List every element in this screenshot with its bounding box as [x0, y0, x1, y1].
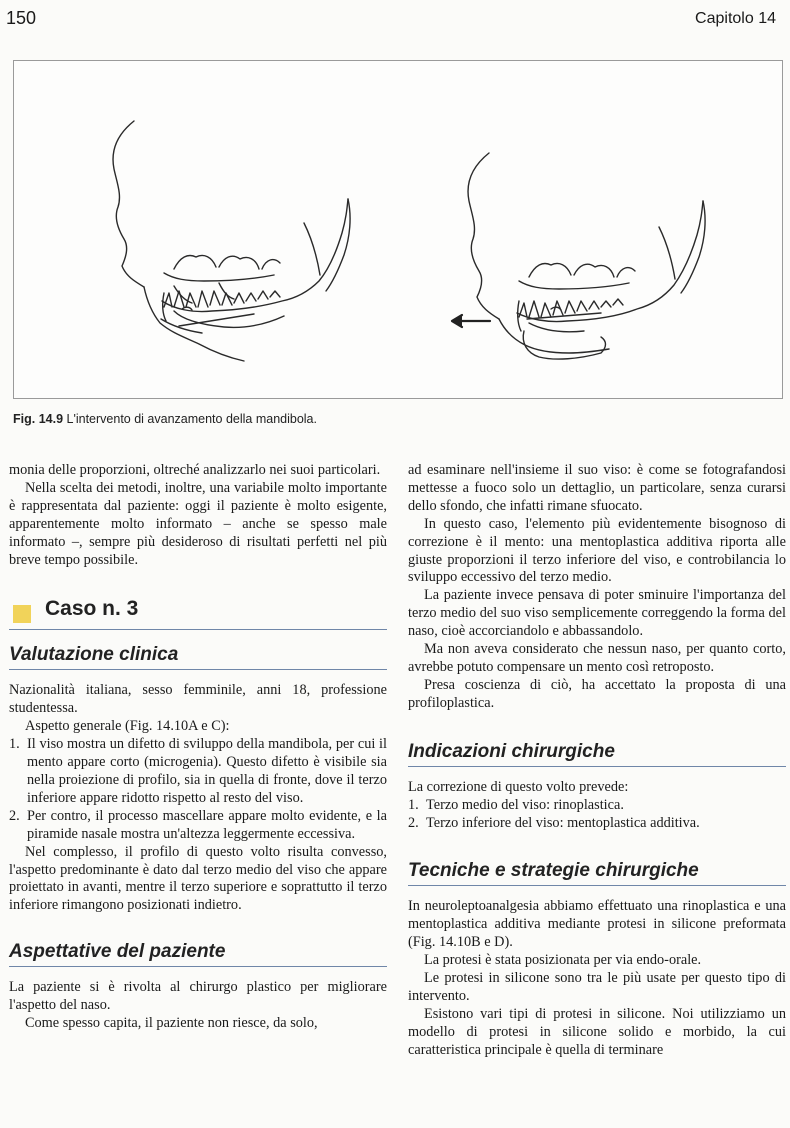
section-heading-indicazioni: Indicazioni chirurgiche — [408, 741, 786, 767]
chapter-title: Capitolo 14 — [695, 10, 776, 27]
figure-caption — [13, 412, 783, 426]
paragraph: La protesi è stata posizionata per via endo-orale. — [424, 952, 702, 969]
figure-14-9 — [13, 60, 783, 399]
list-text: Terzo medio del viso: rinoplastica. — [426, 796, 624, 813]
mandible-drawings — [14, 61, 784, 400]
section-heading-tecniche: Tecniche e strategie chirurgiche — [408, 860, 786, 886]
advancement-arrow — [452, 315, 490, 327]
case-title: Caso n. 3 — [45, 597, 139, 621]
section-heading-valutazione: Valutazione clinica — [9, 644, 387, 670]
paragraph: Esistono vari tipi di protesi in silicone. Noi utilizziamo un modello di protesi in silicone solido e morbido, la cui caratteristica principale è quella di terminare — [408, 1005, 786, 1058]
paragraph: In questo caso, l'elemento più evidentemente bisognoso di correzione è il mento: una mentoplastica additiva riporta alle giuste proporzioni il terzo inferiore del viso, e controbilancia lo sviluppo eccessivo del terzo medio. — [408, 515, 786, 586]
list-item — [9, 808, 387, 844]
paragraph: Come spesso capita, il paziente non riesce, da solo, — [25, 1015, 318, 1032]
list-text: Il viso mostra un difetto di sviluppo della mandibola, per cui il mento appare corto (microgenia). Questo difetto è visibile sia nella proiezione di profilo, sia in quella di fronte, dove il terzo inferiore appare ridotto rispetto al resto del viso. — [27, 736, 387, 806]
paragraph: Aspetto generale (Fig. 14.10A e C): — [25, 718, 230, 735]
section-heading-aspettative: Aspettative del paziente — [9, 941, 387, 967]
list-text: Per contro, il processo mascellare appare molto evidente, e la piramide nasale mostra un'altezza leggermente eccessiva. — [27, 807, 387, 842]
figure-label: Fig. 14.9 — [13, 412, 64, 426]
case-heading — [9, 595, 387, 630]
mandible-after-drawing — [468, 153, 705, 359]
right-column — [408, 462, 786, 1060]
mandible-before-drawing — [113, 121, 350, 361]
list-item — [408, 797, 786, 815]
paragraph: Presa coscienza di ciò, ha accettato la proposta di una profiloplastica. — [408, 676, 786, 711]
case-marker-icon — [13, 605, 31, 623]
figure-caption-text: L'intervento di avanzamento della mandibola. — [66, 412, 317, 426]
paragraph: La correzione di questo volto prevede: — [408, 778, 629, 795]
paragraph: Le protesi in silicone sono tra le più usate per questo tipo di intervento. — [408, 970, 786, 1004]
left-column — [9, 462, 387, 1033]
paragraph: monia delle proporzioni, oltreché analizzarlo nei suoi particolari. — [9, 462, 381, 478]
list-item — [408, 815, 786, 833]
paragraph: La paziente invece pensava di poter sminuire l'importanza del terzo medio del suo viso semplicemente correggendo la forma del naso, cioè accorciandolo e abbassandolo. — [408, 587, 786, 640]
paragraph: Ma non aveva considerato che nessun naso, per quanto corto, avrebbe potuto compensare un mento così retroposto. — [408, 641, 786, 675]
paragraph: ad esaminare nell'insieme il suo viso: è come se fotografandosi mettesse a fuoco solo un dettaglio, un particolare, senza curarsi dello sfondo, che infatti rimane sfuocato. — [408, 462, 786, 514]
list-number: 2. — [9, 807, 20, 824]
paragraph: Nel complesso, il profilo di questo volto risulta convesso, l'aspetto predominante è dato dal terzo medio del viso che appare proiettato in avanti, mentre il terzo superiore e soprattutto il terzo inferiore rimangono posizionati indietro. — [9, 843, 387, 914]
paragraph: Nella scelta dei metodi, inoltre, una variabile molto importante è rappresentata dal paziente: oggi il paziente è molto esigente, apparentemente molto informato – anche se spesso male informato –, sempre più desideroso di risultati perfetti nel più breve tempo possibile. — [9, 479, 387, 568]
list-number: 1. — [408, 796, 419, 813]
list-number: 1. — [9, 736, 20, 753]
paragraph: In neuroleptoanalgesia abbiamo effettuato una rinoplastica e una mentoplastica additiva mediante protesi in silicone preformata (Fig. 14.10B e D). — [408, 898, 786, 951]
list-item — [9, 736, 387, 808]
page-number: 150 — [6, 8, 37, 28]
paragraph: Nazionalità italiana, sesso femminile, anni 18, professione studentessa. — [9, 682, 387, 717]
list-text: Terzo inferiore del viso: mentoplastica additiva. — [426, 814, 700, 831]
paragraph: La paziente si è rivolta al chirurgo plastico per migliorare l'aspetto del naso. — [9, 979, 387, 1014]
list-number: 2. — [408, 814, 419, 831]
